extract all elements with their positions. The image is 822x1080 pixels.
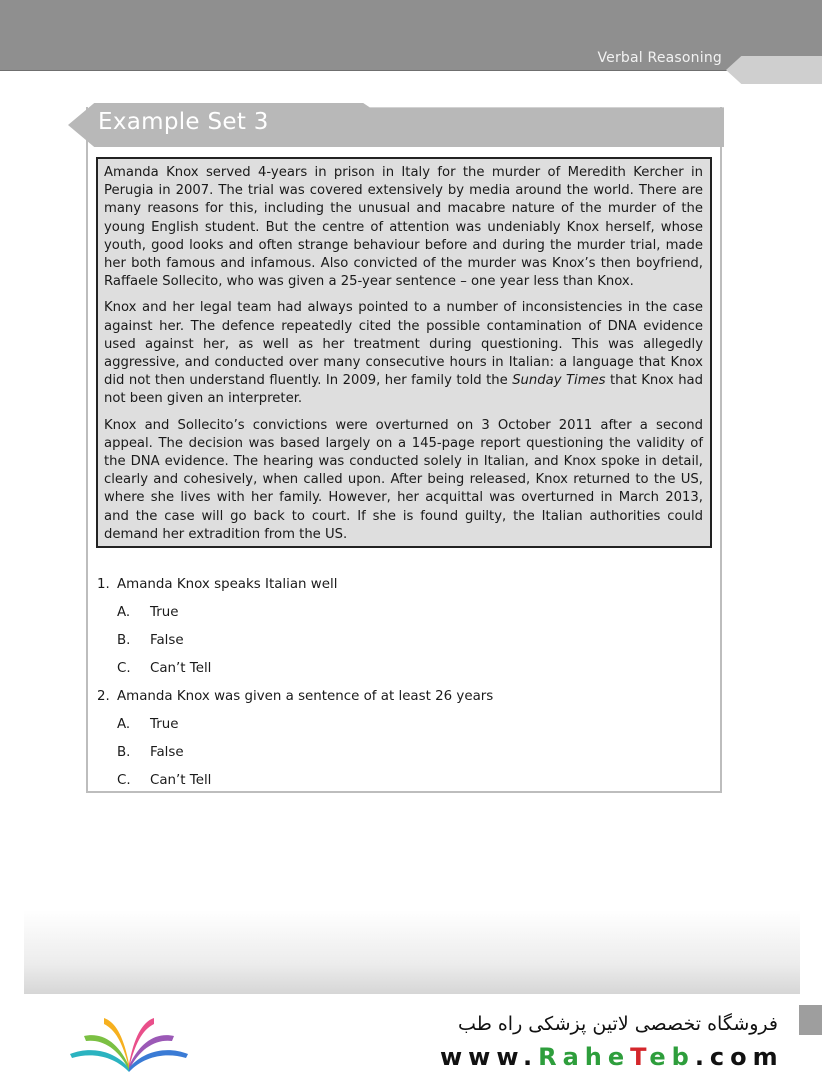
option-letter: A. — [117, 604, 131, 620]
answer-option[interactable] — [97, 713, 697, 735]
url-suffix: .com — [694, 1043, 784, 1071]
option-text: Can’t Tell — [150, 772, 212, 788]
answer-option[interactable] — [97, 657, 697, 679]
option-letter: B. — [117, 744, 131, 760]
url-brand-t: T — [630, 1043, 650, 1071]
option-text: False — [150, 744, 184, 760]
question-stem: Amanda Knox was given a sentence of at least 26 years — [117, 688, 494, 704]
answer-option[interactable] — [97, 741, 697, 763]
url-brand-b: eb — [649, 1043, 695, 1071]
header-divider — [0, 70, 736, 71]
question-number: 2. — [97, 688, 110, 704]
newspaper-title: Sunday Times — [512, 373, 606, 389]
option-letter: C. — [117, 660, 131, 676]
url-prefix: www. — [440, 1043, 539, 1071]
answer-option[interactable] — [97, 629, 697, 651]
passage-paragraph-2-text-a: Knox and her legal team had always pointed to a number of inconsistencies in the case against her. The defence repeatedly cited the possible contamination of DNA evidence used against her, as well as her treatment during questioning. This was allegedly aggressive, and conducted over many consecutive hours in Italian: a language that Knox did not then understand fluently. In 2009, her family told the — [104, 300, 703, 389]
option-letter: B. — [117, 632, 131, 648]
question-list — [97, 573, 697, 797]
passage-paragraph-1: Amanda Knox served 4-years in prison in Italy for the murder of Meredith Kercher in Perugia in 2007. The trial was covered extensively by media around the world. There are many reasons for this, including the unusual and macabre nature of the murder of the young English student. But the centre of attention was undeniably Knox herself, whose youth, good looks and often strange behaviour before and during the murder trial, made her both famous and infamous. Also convicted of the murder was Knox’s then boyfriend, Raffaele Sollecito, who was given a 25-year sentence – one year less than Knox. — [104, 165, 703, 290]
option-letter: C. — [117, 772, 131, 788]
passage-paragraph-3: Knox and Sollecito’s convictions were overturned on 3 October 2011 after a second appeal. The decision was based largely on a 145-page report questioning the validity of the DNA evidence. The hearing was conducted solely in Italian, and Knox spoke in detail, clearly and cohesively, when called upon. After being released, Knox returned to the US, where she lives with her family. However, her acquittal was overturned in March 2013, and the case will go back to court. If she is found guilty, the Italian authorities could demand her extradition from the US. — [104, 417, 703, 542]
option-text: True — [150, 604, 179, 620]
question-number: 1. — [97, 576, 110, 592]
book-logo-icon — [66, 1010, 192, 1074]
option-text: Can’t Tell — [150, 660, 212, 676]
panel-title: Example Set 3 — [98, 109, 269, 135]
header-tab-shape — [726, 56, 822, 84]
url-brand-a: Rahe — [538, 1043, 631, 1071]
question-1 — [97, 573, 697, 595]
shop-name: فروشگاه تخصصی لاتین پزشکی راه طب — [458, 1013, 778, 1035]
question-stem: Amanda Knox speaks Italian well — [117, 576, 338, 592]
reading-passage — [96, 157, 712, 548]
option-text: True — [150, 716, 179, 732]
answer-option[interactable] — [97, 601, 697, 623]
passage-paragraph-2 — [104, 299, 703, 408]
section-label: Verbal Reasoning — [597, 50, 722, 66]
footer-page-tab — [799, 1005, 822, 1035]
shop-url[interactable] — [440, 1043, 784, 1071]
question-2 — [97, 685, 697, 707]
answer-option[interactable] — [97, 769, 697, 791]
option-letter: A. — [117, 716, 131, 732]
option-text: False — [150, 632, 184, 648]
footer-shadow — [24, 910, 800, 994]
passage-paragraph-2-text-b: that Knox had not been given an interpreter. — [104, 373, 704, 407]
